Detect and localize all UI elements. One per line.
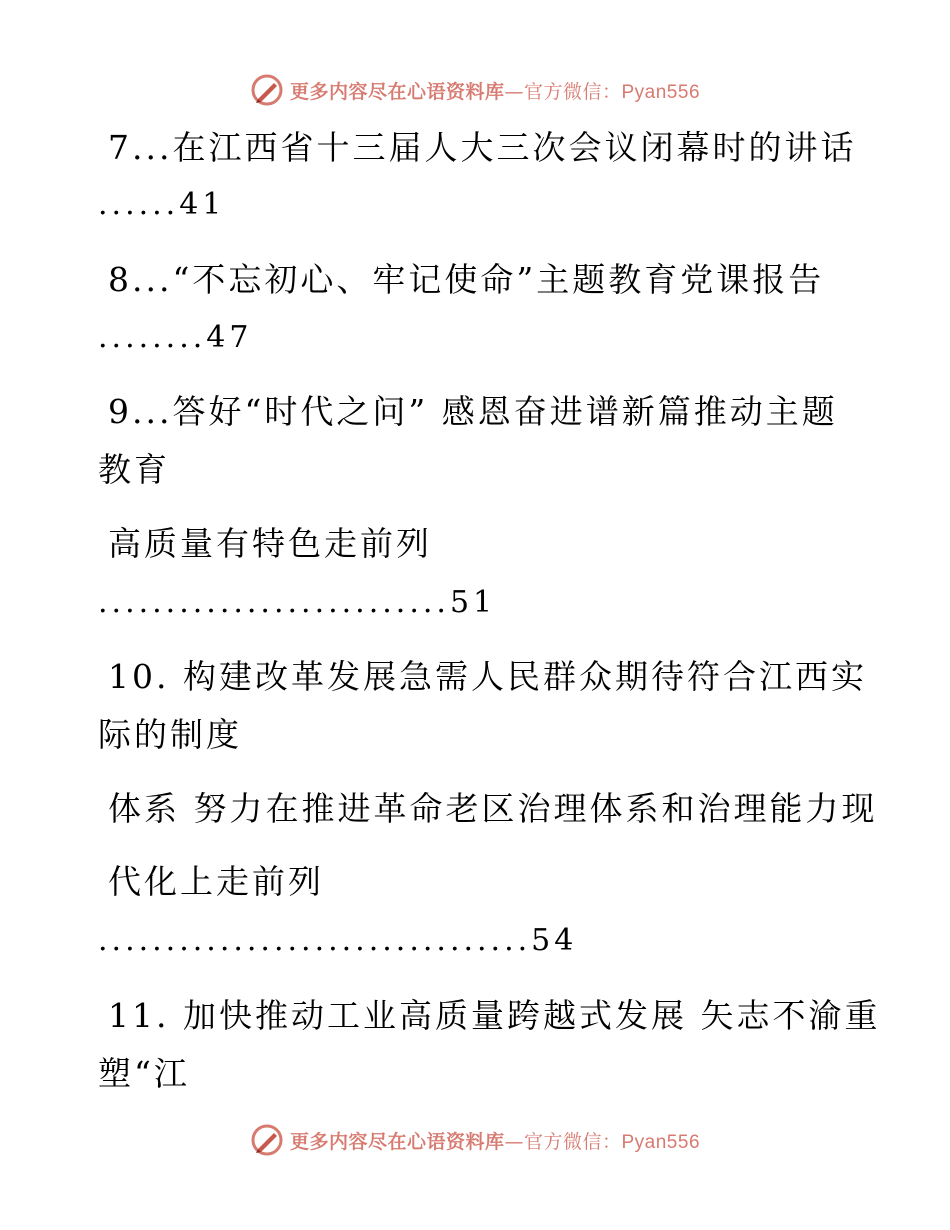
toc-line: 际的制度 (98, 715, 242, 754)
toc-line: 7...在江西省十三届人大三次会议闭幕时的讲话 (108, 128, 857, 167)
toc-line: 9...答好“时代之问” 感恩奋进谱新篇推动主题 (108, 392, 838, 431)
banner-main-text: 更多内容尽在心语资料库 (289, 1130, 505, 1153)
toc-line: 体系 努力在推进革命老区治理体系和治理能力现 (108, 789, 878, 828)
toc-page-dots: ................................54 (98, 923, 578, 958)
toc-line: 代化上走前列 (108, 862, 324, 901)
banner-wechat-id: Pyan556 (621, 81, 701, 103)
banner-sub-text: 官方微信： (523, 1130, 622, 1153)
banner-content (250, 1123, 700, 1157)
toc-page-dots: ..........................51 (98, 585, 497, 620)
banner-dash: — (504, 80, 524, 103)
banner-text (290, 1127, 700, 1154)
banner-dash: — (504, 1130, 524, 1153)
banner-wechat-id: Pyan556 (621, 1131, 701, 1153)
toc-line: 8...“不忘初心、牢记使命”主题教育党课报告 (108, 260, 825, 299)
toc-line: 教育 (98, 450, 170, 489)
banner-sub-text: 官方微信： (523, 80, 622, 103)
toc-line: 11. 加快推动工业高质量跨越式发展 矢志不渝重 (108, 996, 881, 1035)
banner-main-text: 更多内容尽在心语资料库 (289, 80, 505, 103)
toc-page-dots: ......41 (98, 187, 226, 222)
toc-page-dots: ........47 (98, 320, 253, 355)
toc-line: 10. 构建改革发展急需人民群众期待符合江西实 (108, 657, 867, 696)
pen-logo-icon (250, 1123, 284, 1157)
toc-line: 塑“江 (98, 1054, 190, 1093)
toc-line: 高质量有特色走前列 (108, 524, 432, 563)
footer-banner (0, 1120, 950, 1160)
